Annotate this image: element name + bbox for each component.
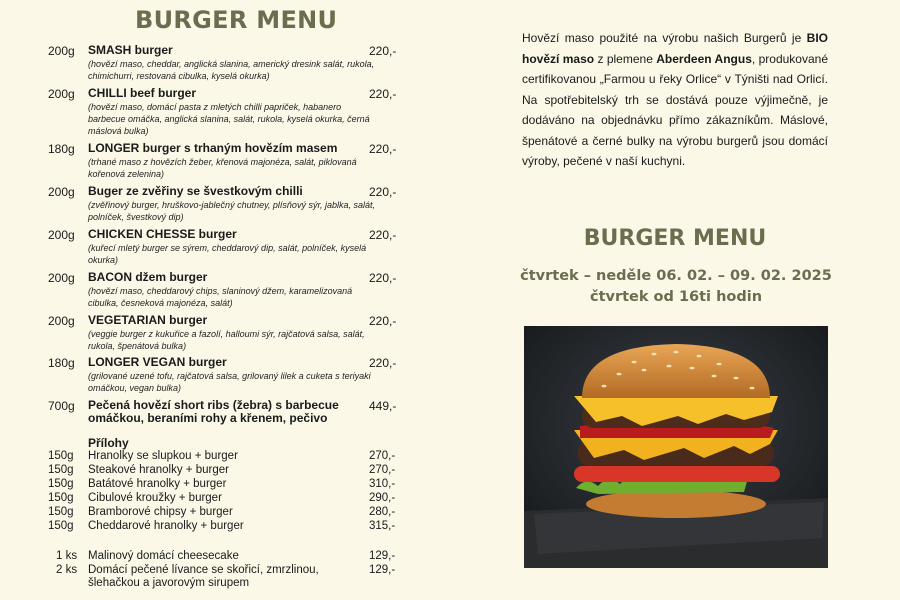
- side-weight: 150g: [48, 450, 74, 462]
- intro-bold-bio: BIO hovězí maso: [522, 31, 828, 66]
- dessert-qty: 2 ks: [56, 564, 78, 576]
- item-price: 220,-: [369, 185, 397, 199]
- item-weight: 700g: [48, 399, 75, 413]
- side-item: [48, 478, 398, 492]
- item-name: CHILLI beef burger: [88, 86, 197, 100]
- item-price: 220,-: [369, 228, 397, 242]
- side-item: [48, 492, 398, 506]
- dates-line-2: čtvrtek od 16ti hodin: [589, 289, 763, 305]
- item-price: 220,-: [369, 314, 397, 328]
- item-price: 220,-: [369, 44, 397, 58]
- item-name: BACON džem burger: [88, 270, 208, 284]
- side-weight: 150g: [48, 520, 74, 532]
- side-name: Cheddarové hranolky + burger: [88, 520, 244, 532]
- side-item: [48, 450, 398, 464]
- item-weight: 200g: [48, 44, 75, 58]
- item-price: 220,-: [369, 87, 397, 101]
- item-weight: 200g: [48, 228, 75, 242]
- side-item: [48, 520, 398, 534]
- side-item: [48, 506, 398, 520]
- side-price: 270,-: [369, 464, 396, 476]
- burger-photo: [524, 326, 828, 568]
- event-title: BURGER MENU: [583, 226, 767, 251]
- item-description: (veggie burger z kukuřice a fazolí, halloumi sýr, rajčatová salsa, salát, rukola, špenátová bulka): [88, 329, 365, 351]
- item-description: (kuřecí mletý burger se sýrem, cheddarový dip, salát, polníček, kyselá okurka): [88, 243, 367, 265]
- side-name: Steakové hranolky + burger: [88, 464, 229, 476]
- item-weight: 200g: [48, 87, 75, 101]
- intro-bold-breed: Aberdeen Angus: [656, 51, 752, 66]
- event-dates: [508, 266, 844, 308]
- item-description: (grilované uzené tofu, rajčatová salsa, grilovaný lilek a cuketa s teriyaki omáčkou, vegan bulka): [88, 371, 371, 393]
- item-weight: 200g: [48, 271, 75, 285]
- sides-title: Přílohy: [88, 436, 129, 450]
- dessert-price: 129,-: [369, 564, 396, 576]
- item-price: 220,-: [369, 142, 397, 156]
- side-name: Batátové hranolky + burger: [88, 478, 227, 490]
- item-price: 449,-: [369, 399, 397, 413]
- item-weight: 180g: [48, 356, 75, 370]
- side-weight: 150g: [48, 464, 74, 476]
- item-name: CHICKEN CHESSE burger: [88, 227, 237, 241]
- dessert-name: Domácí pečené lívance se skořicí, zmrzlinou, šlehačkou a javorovým sirupem: [88, 564, 319, 589]
- item-description: (zvěřinový burger, hruškovo-jablečný chutney, plísňový sýr, jablka, salát, polníček, švestkový dip): [88, 200, 375, 222]
- intro-text-2: z plemene: [594, 51, 657, 66]
- item-price: 220,-: [369, 356, 397, 370]
- item-name: Buger ze zvěřiny se švestkovým chilli: [88, 184, 303, 198]
- side-price: 310,-: [369, 478, 396, 490]
- side-name: Bramborové chipsy + burger: [88, 506, 233, 518]
- item-weight: 200g: [48, 185, 75, 199]
- item-description: (trhané maso z hovězích žeber, křenová majonéza, salát, piklovaná kořenová zelenina): [88, 157, 357, 179]
- side-name: Hranolky se slupkou + burger: [88, 450, 238, 462]
- item-name: LONGER VEGAN burger: [88, 355, 227, 369]
- item-weight: 180g: [48, 142, 75, 156]
- item-name: SMASH burger: [88, 43, 173, 57]
- item-price: 220,-: [369, 271, 397, 285]
- item-weight: 200g: [48, 314, 75, 328]
- item-name: VEGETARIAN burger: [88, 313, 208, 327]
- side-price: 290,-: [369, 492, 396, 504]
- intro-paragraph: [522, 28, 828, 172]
- intro-text-1: Hovězí maso použité na výrobu našich Burgerů je: [522, 31, 807, 45]
- dessert-price: 129,-: [369, 550, 396, 562]
- dessert-qty: 1 ks: [56, 550, 78, 562]
- side-price: 270,-: [369, 450, 396, 462]
- dessert-name: Malinový domácí cheesecake: [88, 550, 239, 562]
- item-name: LONGER burger s trhaným hovězím masem: [88, 141, 338, 155]
- side-price: 280,-: [369, 506, 396, 518]
- side-weight: 150g: [48, 506, 74, 518]
- side-item: [48, 464, 398, 478]
- side-weight: 150g: [48, 478, 74, 490]
- dates-line-1: čtvrtek – neděle 06. 02. – 09. 02. 2025: [520, 268, 832, 284]
- side-name: Cibulové kroužky + burger: [88, 492, 222, 504]
- item-description: (hovězí maso, domácí pasta z mletých chilli papriček, habanero barbecue omáčka, anglická slanina, salát, rukola, kyselá okurka, černá máslová bulka): [88, 102, 370, 136]
- item-description: (hovězí maso, cheddarový chips, slaninový džem, karamelizovaná cibulka, česneková majonéza, salát): [88, 286, 353, 308]
- side-price: 315,-: [369, 520, 396, 532]
- item-name: Pečená hovězí short ribs (žebra) s barbecue omáčkou, beraními rohy a křenem, pečivo: [88, 398, 339, 425]
- menu-title: BURGER MENU: [135, 6, 338, 34]
- item-description: (hovězí maso, cheddar, anglická slanina, americký dresink salát, rukola, chimichurri, restovaná cibulka, kyselá okurka): [88, 59, 375, 81]
- intro-text-3: , produkované certifikovanou „Farmou u řeky Orlice“ v Týništi nad Orlicí. Na spotřebitelský trh se dostává pouze výjimečně, je dodáváno na objednávku přímo zákazníkům. Máslové, špenátové a černé bulky na výrobu burgerů jsou domácí výroby, pečené v naší kuchyni.: [522, 51, 828, 168]
- side-weight: 150g: [48, 492, 74, 504]
